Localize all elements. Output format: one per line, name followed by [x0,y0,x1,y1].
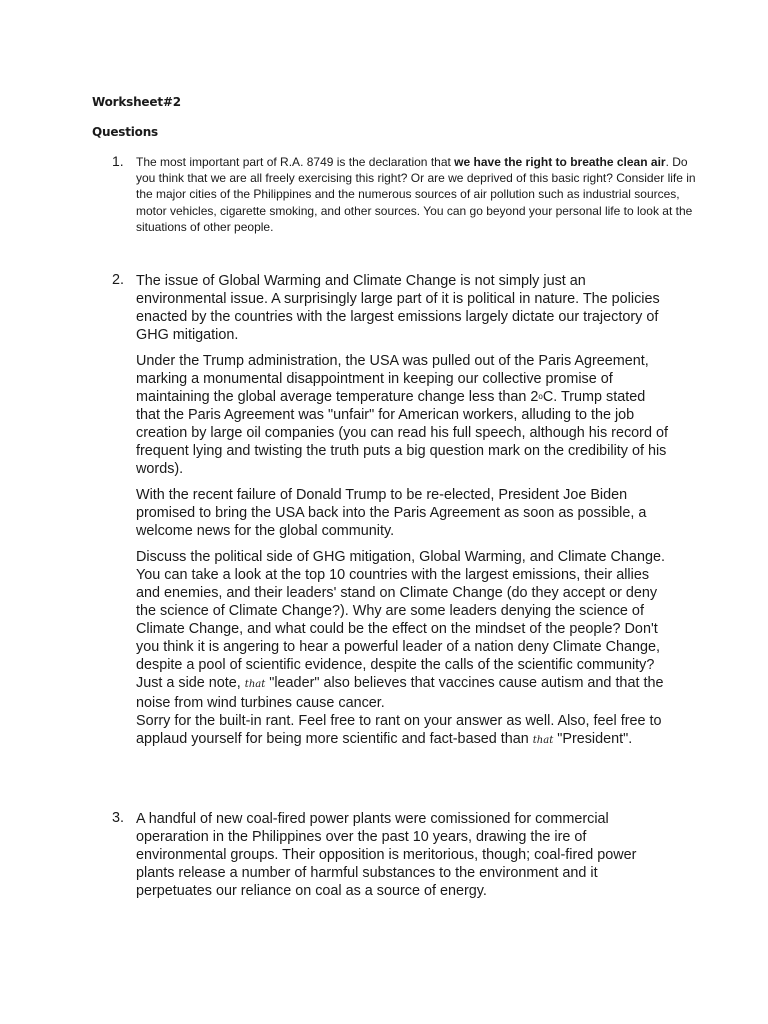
paragraph-part: C. Trump stated that the Paris Agreement was "unfair" for American workers, alluding to the job creation by large oil companies (you can read his full speech, although his record of frequent lying and twisting the truth puts a big question mark on the credibility of his words). [136,389,668,477]
question-number: 1. [112,153,124,169]
question-text-rest: . Do you think that we are all freely exercising this right? Or are we deprived of this basic right? Consider life in the major cities of the Philippines and the numerous sources of air pollution such as industrial sources, motor vehicles, cigarette smoking, and other sources. You can go beyond your personal life to look at the situations of other people. [136,155,696,234]
paragraph [136,548,672,712]
question-body [136,154,702,235]
paragraph-part: "President". [553,731,633,747]
paragraph [136,352,672,478]
question-text [136,154,702,235]
paragraph [136,712,672,750]
paragraph: The issue of Global Warming and Climate Change is not simply just an environmental issue. A surprisingly large part of it is political in nature. The policies enacted by the countries with the largest emissions largely dictate our trajectory of GHG mitigation. [136,273,660,343]
emphasis-that: that [244,679,266,690]
paragraph: With the recent failure of Donald Trump to be re-elected, President Joe Biden promised to bring the USA back into the Paris Agreement as soon as possible, a welcome news for the global community. [136,487,647,539]
question-text-emphasis: we have the right to breathe clean air [454,155,666,169]
question-number: 2. [112,272,125,288]
question-body [136,272,672,750]
paragraph-part: Discuss the political side of GHG mitigation, Global Warming, and Climate Change. You can take a look at the top 10 countries with the largest emissions, their allies and enemies, and their leaders' stand on Climate Change (do they accept or deny the science of Climate Change?). Why are some leaders denying the science of Climate Change, and what could be the effect on the mindset of the people? Don't you think it is angering to hear a powerful leader of a nation deny Climate Change, despite a pool of scientific evidence, despite the calls of the scientific community? Just a side note, [136,549,665,691]
degree-symbol: o [538,392,543,401]
questions-heading: Questions [92,125,159,139]
paragraph-part: Under the Trump administration, the USA was pulled out of the Paris Agreement, marking a monumental disappointment in keeping our collective promise of maintaining the global average temperature change less than 2 [136,353,649,405]
worksheet-title: Worksheet#2 [92,95,181,109]
question-text-intro: The most important part of R.A. 8749 is the declaration that [136,155,455,169]
paragraph-part: Sorry for the built-in rant. Feel free to rant on your answer as well. Also, feel free to applaud yourself for being more scientific and fact-based than [136,713,662,747]
question-number: 3. [112,810,125,826]
emphasis-that: that [532,735,554,746]
paragraph: A handful of new coal-fired power plants were comissioned for commercial operaration in the Philippines over the past 10 years, drawing the ire of environmental groups. Their opposition is meritorious, though; coal-fired power plants release a number of harmful substances to the environment and it perpetuates our reliance on coal as a source of energy. [136,811,637,899]
paragraph-part: "leader" also believes that vaccines cause autism and that the noise from wind turbines cause cancer. [136,675,664,711]
question-body [136,810,672,900]
